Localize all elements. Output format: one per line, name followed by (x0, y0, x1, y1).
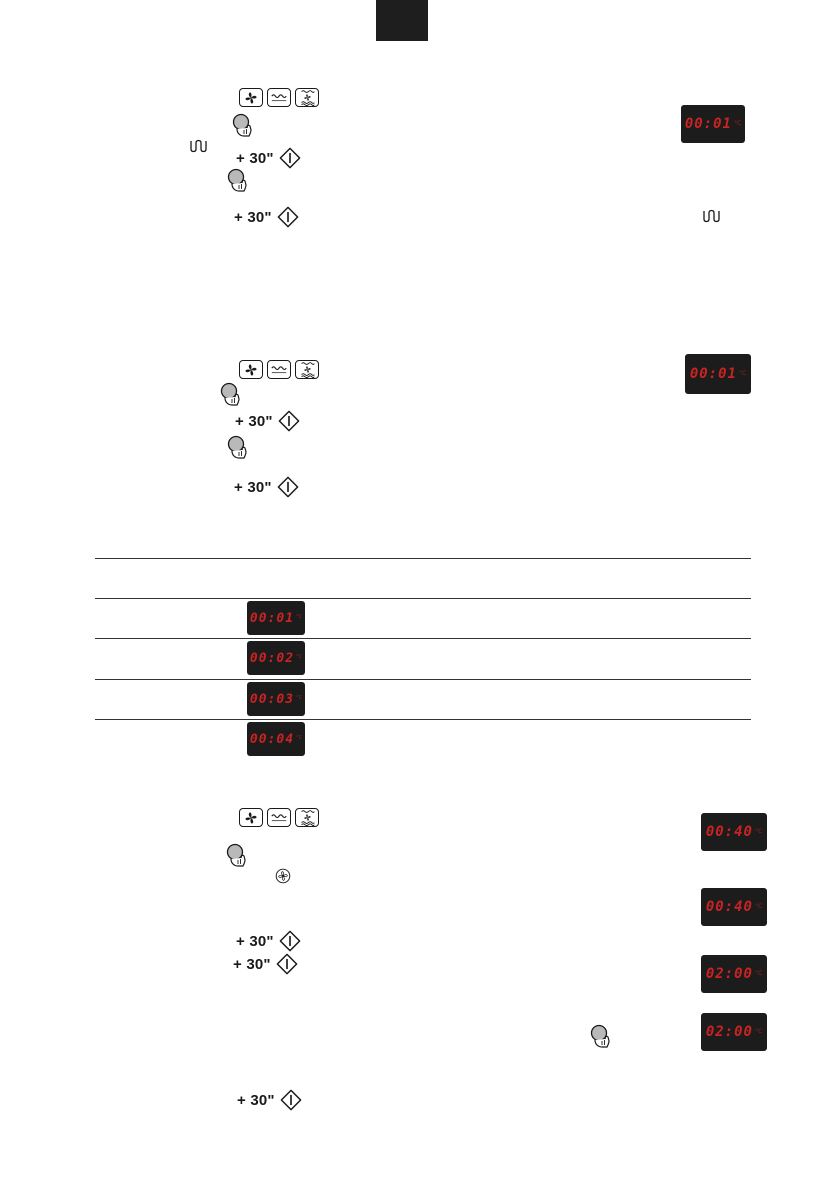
lcd-display-unit: °C (296, 614, 303, 621)
start-button-icon (277, 206, 299, 228)
lcd-display (701, 813, 767, 851)
grill-mode-button[interactable] (267, 360, 291, 379)
table-rule (95, 719, 751, 720)
table-rule (95, 598, 751, 599)
table-rule (95, 638, 751, 639)
table-row-display (247, 722, 305, 756)
lcd-display-text: 02:00 (705, 966, 753, 982)
start-button-icon (279, 147, 301, 169)
start-button-label: + 30" (234, 478, 272, 496)
start-button-icon (279, 930, 301, 952)
start-button-label: + 30" (236, 932, 274, 950)
lcd-display-unit: °C (754, 902, 763, 910)
table-row-display (247, 682, 305, 716)
lcd-display-unit: °C (754, 969, 763, 977)
fan-icon (243, 810, 259, 826)
table-rule (95, 558, 751, 559)
selector-knob-icon[interactable] (226, 435, 250, 459)
lcd-display-text: 00:01 (689, 366, 737, 382)
start-button-icon (276, 953, 298, 975)
grill-mode-button[interactable] (267, 88, 291, 107)
lcd-display-unit: °C (733, 119, 742, 127)
lcd-display (681, 105, 745, 143)
heater-icon (702, 209, 722, 223)
lcd-display-text: 00:02 (249, 650, 295, 666)
selector-knob-icon[interactable] (231, 113, 255, 137)
start-button-icon (280, 1089, 302, 1111)
fan-icon (243, 362, 259, 378)
start-button[interactable] (234, 476, 299, 498)
selector-knob-icon[interactable] (589, 1024, 613, 1048)
lcd-display-text: 00:04 (249, 731, 295, 747)
lcd-display-text: 02:00 (705, 1024, 753, 1040)
grill-icon (270, 812, 288, 824)
start-button[interactable] (235, 410, 300, 432)
lcd-display (685, 354, 751, 394)
start-button-label: + 30" (236, 149, 274, 167)
start-button[interactable] (236, 147, 301, 169)
table-rule (95, 679, 751, 680)
lcd-display-text: 00:40 (705, 899, 753, 915)
selector-knob-icon[interactable] (226, 168, 250, 192)
combination-mode-button[interactable] (295, 360, 319, 379)
lcd-display-text: 00:03 (249, 691, 295, 707)
grill-mode-button[interactable] (267, 808, 291, 827)
fan-mode-button[interactable] (239, 808, 263, 827)
start-button-label: + 30" (233, 955, 271, 973)
lcd-display-text: 00:01 (684, 116, 732, 132)
fan-icon (243, 90, 259, 106)
lcd-display-unit: °C (296, 695, 303, 702)
page-tab-marker (376, 0, 428, 41)
table-row-display (247, 641, 305, 675)
lcd-display-text: 00:40 (705, 824, 753, 840)
selector-knob-icon[interactable] (219, 382, 243, 406)
grill-icon (270, 364, 288, 376)
lcd-display (701, 888, 767, 926)
start-button[interactable] (233, 953, 298, 975)
heater-icon (189, 139, 209, 153)
mode-buttons (239, 808, 319, 827)
start-button-label: + 30" (235, 412, 273, 430)
grill-icon (270, 92, 288, 104)
start-button-icon (278, 410, 300, 432)
start-button-icon (277, 476, 299, 498)
start-button[interactable] (234, 206, 299, 228)
mode-buttons (239, 360, 319, 379)
lcd-display (701, 1013, 767, 1051)
combination-mode-button[interactable] (295, 808, 319, 827)
lcd-display-unit: °C (296, 735, 303, 742)
combination-mode-button[interactable] (295, 88, 319, 107)
lcd-display-text: 00:01 (249, 610, 295, 626)
start-button[interactable] (236, 930, 301, 952)
fan-mode-button[interactable] (239, 88, 263, 107)
fan-circle-icon (275, 868, 291, 884)
mode-buttons (239, 88, 319, 107)
fan-mode-button[interactable] (239, 360, 263, 379)
table-row-display (247, 601, 305, 635)
selector-knob-icon[interactable] (225, 843, 249, 867)
start-button[interactable] (237, 1089, 302, 1111)
combination-icon (299, 809, 316, 826)
start-button-label: + 30" (237, 1091, 275, 1109)
combination-icon (299, 89, 316, 106)
lcd-display-unit: °C (754, 827, 763, 835)
combination-icon (299, 361, 316, 378)
lcd-display (701, 955, 767, 993)
lcd-display-unit: °C (754, 1027, 763, 1035)
lcd-display-unit: °C (738, 369, 747, 377)
start-button-label: + 30" (234, 208, 272, 226)
lcd-display-unit: °C (296, 654, 303, 661)
